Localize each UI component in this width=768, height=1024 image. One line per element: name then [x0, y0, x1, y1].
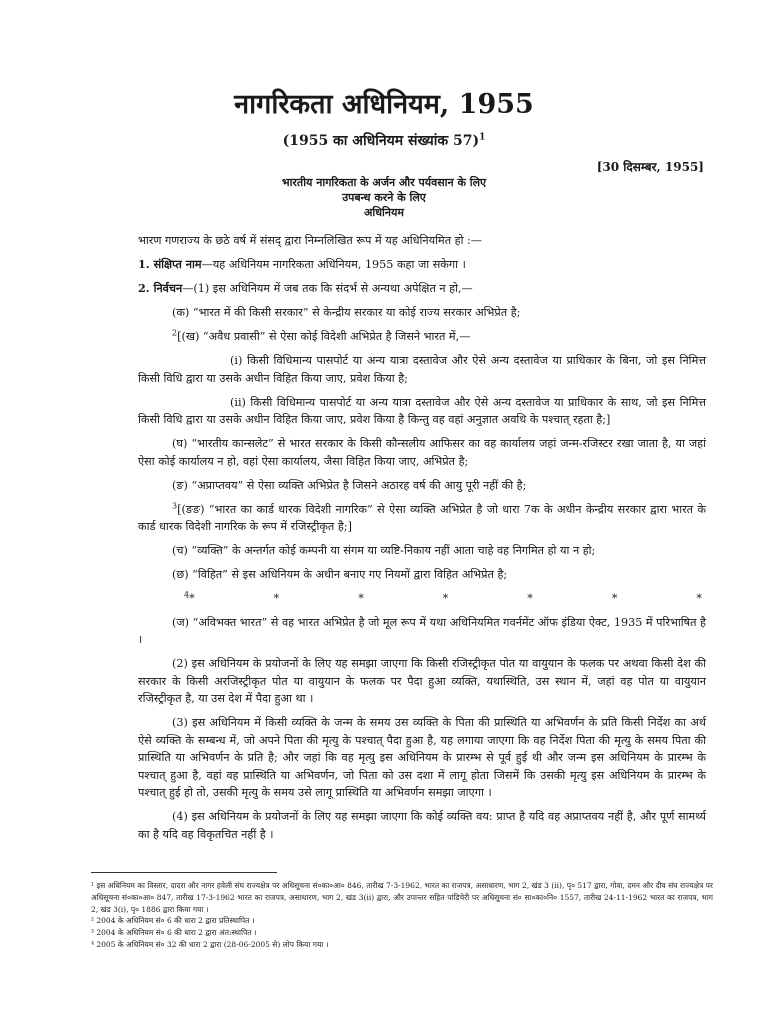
clause-cha: (च) “व्यक्ति” के अन्तर्गत कोई कम्पनी या संगम या व्यष्टि-निकाय नहीं आता चाहे वह निगमित हो या न हो; [172, 544, 596, 557]
footnote-ref: 4 [184, 590, 190, 600]
clause-ngaa [138, 501, 706, 536]
act-number-text: (1955 का अधिनियम संख्यांक 57) [282, 133, 480, 149]
footnote-divider [91, 872, 277, 873]
star: * [442, 592, 449, 605]
star: * [358, 592, 364, 605]
section-heading: 2. निर्वचन [138, 281, 183, 295]
page-title: नागरिकता अधिनियम, 1955 [234, 89, 534, 120]
star: * [611, 592, 618, 605]
footnote-ref: 1 [479, 132, 486, 143]
section-text: —(1) इस अधिनियम में जब तक कि संदर्भ से अन्यथा अपेक्षित न हो,— [182, 282, 473, 295]
clause-ja: (ज) “अविभक्त भारत” से वह भारत अभिप्रेत है जो मूल रूप में यथा अधिनियमित गवर्नमेंट ऑफ इंडिया ऐक्ट, 1935 में परिभाषित है । [138, 615, 706, 646]
clause-text: [(ङङ) “भारत का कार्ड धारक विदेशी नागरिक” से ऐसा व्यक्ति अभिप्रेत है जो धारा 7क के अधीन केन्द्रीय सरकार द्वारा भारत के कार्ड धारक विदेशी नागरिक के रूप में रजिस्ट्रीकृत है;] [138, 502, 706, 533]
long-title [0, 175, 768, 220]
clause-text: [(ख) “अवैध प्रवासी” से ऐसा कोई विदेशी अभिप्रेत है जिसने भारत में,— [177, 330, 471, 343]
subclause-i: (i) किसी विधिमान्य पासपोर्ट या अन्य यात्रा दस्तावेज और ऐसे अन्य दस्तावेज या प्राधिकार के बिना, जो इस निमित्त किसी विधि द्वारा या उसके अधीन विहित किया जाए, प्रवेश किया है; [138, 354, 706, 385]
footnote: ⁴ 2005 के अधिनियम सं० 32 की धारा 2 द्वारा (28-06-2005 से) लोप किया गया । [91, 939, 329, 949]
act-body [138, 232, 706, 850]
clause-gha: (घ) “भारतीय कान्सलेट” से भारत सरकार के किसी कौन्सलीय आफिसर का वह कार्यालय जहां जन्म-रजिस्टर रखा जाता है, या जहां ऐसा कोई कार्यालय न हो, वहां ऐसा कार्यालय, जैसा विहित किया जाए, अभिप्रेत है; [138, 437, 706, 468]
footnote: ³ 2004 के अधिनियम सं० 6 की धारा 2 द्वारा अंत:स्थापित । [91, 928, 257, 938]
subclause-ii: (ii) किसी विधिमान्य पासपोर्ट या अन्य यात्रा दस्तावेज और ऐसे अन्य दस्तावेज या प्राधिकार के साथ, जो इस निमित्त किसी विधि द्वारा या उसके अधीन विहित किया जाए, प्रवेश किया है किन्तु वह वहां अनुज्ञात अवधि के पश्चात् रहता है;] [138, 395, 706, 426]
star: $^4$* [184, 590, 195, 605]
footnotes [91, 880, 713, 951]
long-title-line: अधिनियम [364, 206, 404, 219]
star: * [273, 592, 280, 605]
footnote: ¹ इस अधिनियम का विस्तार, दादरा और नागर हवेली संघ राज्यक्षेत्र पर अधिसूचना सं०का०आ० 846, तारीख 7-3-1962, भारत का राजपत्र, असाधारण, भाग 2, खंड 3 (ii), पृ० 517 द्वारा, गोवा, दमन और दीव संघ राज्यक्षेत्र पर अधिसूचना सं०का०आ० 847, तारीख 17-3-1962 भारत का राजपत्र, असाधारण, भाग 2, खंड 3(ii) द्वारा, और उपान्तर सहित पांडिचेरी पर अधिसूचना सं० सा०का०नि० 1557, तारीख 24-11-1962 भारत का राजपत्र, भाग 2, खंड 3(i), पृ० 1886 द्वारा किया गया । [91, 881, 713, 914]
clause-nga: (ङ) “अप्राप्तवय” से ऐसा व्यक्ति अभिप्रेत है जिसने अठारह वर्ष की आयु पूरी नहीं की है; [172, 478, 527, 492]
omission-stars [138, 590, 706, 608]
long-title-line: भारतीय नागरिकता के अर्जन और पर्यवसान के लिए [281, 176, 487, 189]
star: * [527, 592, 533, 605]
subsection-4: (4) इस अधिनियम के प्रयोजनों के लिए यह समझा जाएगा कि कोई व्यक्ति वय: प्राप्त है यदि वह अप्राप्तवय नहीं है, और पूर्ण सामर्थ्य का है यदि वह विकृतचित नहीं है । [138, 810, 706, 841]
footnote-ref: 3 [172, 500, 178, 510]
section-heading: 1. संक्षिप्त नाम [138, 257, 202, 271]
subsection-2: (2) इस अधिनियम के प्रयोजनों के लिए यह समझा जाएगा कि किसी रजिस्ट्रीकृत पोत या वायुयान के फलक पर अथवा किसी देश की सरकार के किसी अरजिस्ट्रीकृत पोत या वायुयान के फलक पर पैदा हुआ व्यक्ति, यथास्थिति, उस स्थान में, जहां वह पोत या वायुयान रजिस्ट्रीकृत है, या उस देश में पैदा हुआ था । [138, 657, 706, 705]
section-text: —यह अधिनियम नागरिकता अधिनियम, 1955 कहा जा सकेगा । [201, 258, 466, 271]
section-1 [138, 256, 706, 274]
section-2 [138, 280, 706, 298]
clause-chha: (छ) “विहित” से इस अधिनियम के अधीन बनाए गए नियमों द्वारा विहित अभिप्रेत है; [172, 568, 508, 581]
footnote-ref: 2 [172, 328, 178, 338]
footnote: ² 2004 के अधिनियम सं० 6 की धारा 2 द्वारा प्रतिस्थापित । [91, 916, 255, 926]
enacting-formula: भारण गणराज्य के छठे वर्ष में संसद् द्वारा निम्नलिखित रूप में यह अधिनियमित हो :— [138, 234, 482, 247]
enactment-date: [30 दिसम्बर, 1955] [596, 160, 704, 174]
clause-ka: (क) “भारत में की किसी सरकार” से केन्द्रीय सरकार या कोई राज्य सरकार अभिप्रेत है; [172, 306, 521, 319]
act-number [0, 131, 768, 151]
clause-kha [138, 328, 706, 346]
long-title-line: उपबन्ध करने के लिए [342, 191, 426, 204]
subsection-3: (3) इस अधिनियम में किसी व्यक्ति के जन्म के समय उस व्यक्ति के पिता की प्रास्थिति या अभिवर्णन के प्रति किसी निर्देश का अर्थ ऐसे व्यक्ति के सम्बन्ध में, जो अपने पिता की मृत्यु के पश्चात् पैदा हुआ है, यह लगाया जाएगा कि वह निर्देश पिता की मृत्यु के समय पिता की प्रास्थिति या अभिवर्णन के प्रति है; और जहां कि वह मृत्यु इस अधिनियम के प्रारम्भ से पूर्व हुई थी और जन्म इस अधिनियम के प्रारम्भ के पश्चात् हुआ है, वहां वह प्रास्थिति या अभिवर्णन, जो पिता को उस दशा में लागू होता जिसमें कि उसकी मृत्यु इस अधिनियम के प्रारम्भ के पश्चात् हुई हो तो, उसकी मृत्यु के समय उसे लागू प्रास्थिति या अभिवर्णन समझा जाएगा । [138, 716, 706, 799]
star: * [696, 592, 702, 605]
